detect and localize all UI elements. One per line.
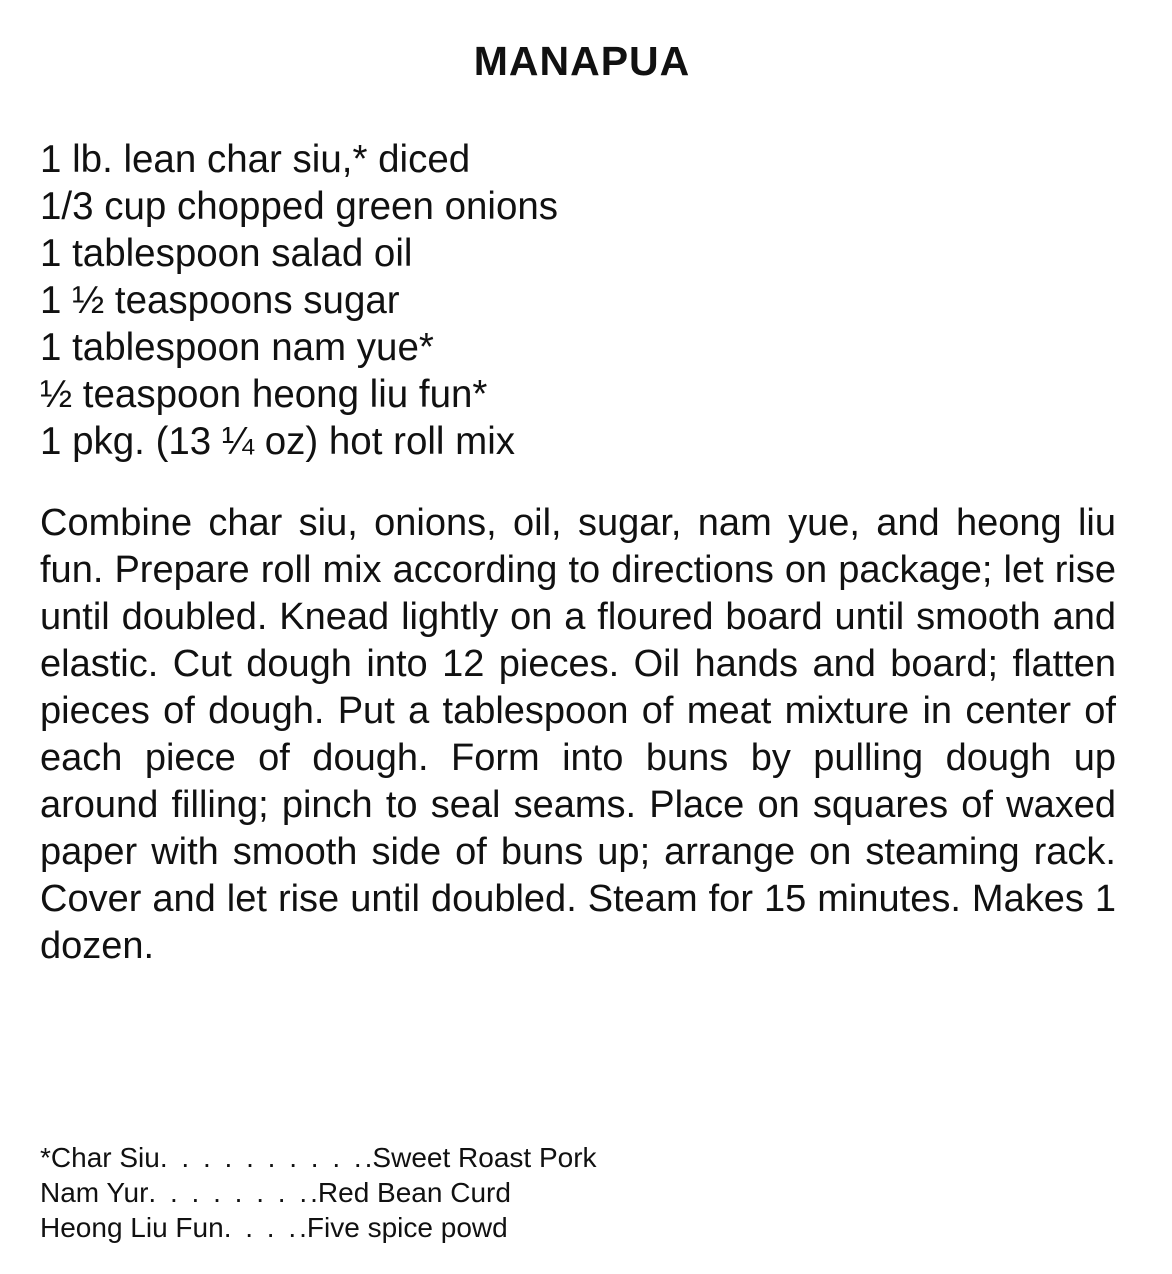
ingredient-item: 1/3 cup chopped green onions (40, 185, 559, 228)
recipe-title: MANAPUA (473, 38, 691, 84)
glossary-leader-dots: . . . . . . . . . . (159, 1142, 365, 1173)
ingredient-item: 1 lb. lean char siu,* diced (40, 138, 471, 181)
ingredient-item: 1 ½ teaspoons sugar (40, 279, 400, 322)
glossary (40, 1140, 740, 1245)
ingredient-item: 1 pkg. (13 ¼ oz) hot roll mix (40, 420, 516, 463)
glossary-term: Heong Liu Fun (40, 1212, 224, 1243)
glossary-definition: .Red Bean Curd (310, 1177, 511, 1208)
ingredient-list (40, 136, 1120, 465)
glossary-definition: .Sweet Roast Pork (364, 1142, 597, 1173)
recipe-directions: Combine char siu, onions, oil, sugar, nam yue, and heong liu fun. Prepare roll mix according to directions on package; let rise until doubled. Knead lightly on a floured board until smooth and elastic. Cut dough into 12 pieces. Oil hands and board; flatten pieces of dough. Put a tablespoon of meat mixture in center of each piece of dough. Form into buns by pulling dough up around filling; pinch to seal seams. Place on squares of waxed paper with smooth side of buns up; arrange on steaming rack. Cover and let rise until doubled. Steam for 15 minutes. Makes 1 dozen. (40, 502, 1116, 967)
glossary-row (40, 1175, 740, 1210)
glossary-leader-dots: . . . . (223, 1212, 300, 1243)
ingredient-item: 1 tablespoon salad oil (40, 232, 413, 275)
glossary-term: Nam Yur (40, 1177, 149, 1208)
ingredient-item: 1 tablespoon nam yue* (40, 326, 434, 369)
glossary-row (40, 1210, 740, 1245)
ingredient-item: ½ teaspoon heong liu fun* (40, 373, 488, 416)
glossary-term: *Char Siu (40, 1142, 160, 1173)
glossary-definition: .Five spice powd (299, 1212, 508, 1243)
glossary-row (40, 1140, 740, 1175)
glossary-leader-dots: . . . . . . . . (148, 1177, 311, 1208)
